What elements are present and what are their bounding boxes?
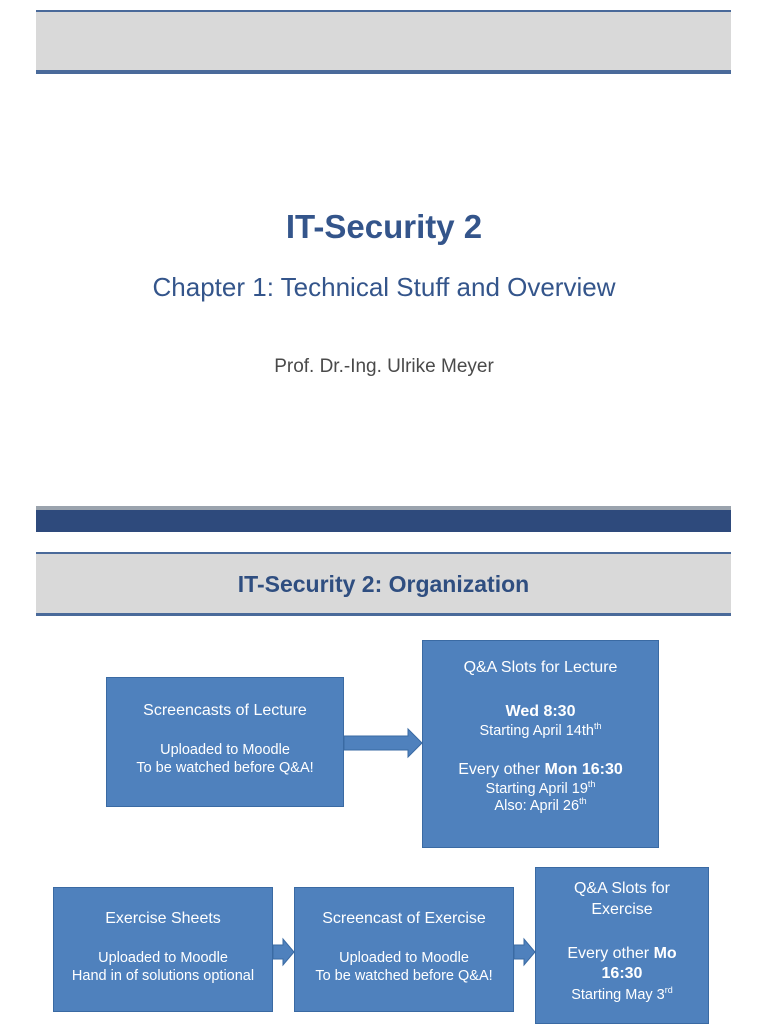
screencasts-lecture-box <box>106 677 344 807</box>
qa-lecture-slot2-start: Starting April 19th <box>485 779 596 797</box>
screencast-exercise-line2: To be watched before Q&A! <box>315 968 493 984</box>
qa-exercise-title-2: Exercise <box>591 901 653 918</box>
slide2-title: IT-Security 2: Organization <box>237 571 530 597</box>
qa-lecture-slot1-time: Wed 8:30 <box>505 703 576 720</box>
arrow-right-icon <box>514 937 536 967</box>
exercise-sheets-box <box>53 887 273 1012</box>
slide-title: IT-Security 2 <box>285 208 483 245</box>
qa-exercise-title-1: Q&A Slots for <box>573 880 671 897</box>
slide-subtitle: Chapter 1: Technical Stuff and Overview <box>152 272 616 302</box>
qa-lecture-slot2: Every other Mon 16:30 <box>458 761 623 778</box>
qa-lecture-slot2-also: Also: April 26th <box>494 796 587 814</box>
exercise-sheets-line1: Uploaded to Moodle <box>98 950 228 966</box>
screencast-exercise-box <box>294 887 514 1012</box>
screencast-exercise-title: Screencast of Exercise <box>322 910 486 927</box>
slide2-header-rule <box>36 613 731 616</box>
qa-exercise-slot-time: 16:30 <box>601 965 643 982</box>
author-name: Prof. Dr.-Ing. Ulrike Meyer <box>274 356 494 377</box>
screencast-exercise-line1: Uploaded to Moodle <box>339 950 469 966</box>
screencasts-lecture-line2: To be watched before Q&A! <box>136 760 314 776</box>
qa-lecture-slot1-start: Starting April $14th^{th}$ <box>479 721 602 739</box>
qa-lecture-title: Q&A Slots for Lecture <box>463 659 618 676</box>
screencasts-lecture-title: Screencasts of Lecture <box>143 702 307 719</box>
footer-bar <box>36 510 731 532</box>
header-rule <box>36 70 731 74</box>
arrow-right-icon <box>344 727 424 759</box>
arrow-right-icon <box>273 937 295 967</box>
header-band <box>36 12 731 70</box>
exercise-sheets-line2: Hand in of solutions optional <box>71 968 255 984</box>
screencasts-lecture-line1: Uploaded to Moodle <box>160 742 290 758</box>
qa-exercise-slot: Every other Mo <box>567 945 677 962</box>
qa-lecture-box <box>422 640 659 848</box>
qa-exercise-slot-start: Starting May 3rd <box>571 985 673 1003</box>
qa-exercise-box <box>535 867 709 1024</box>
exercise-sheets-title: Exercise Sheets <box>105 910 221 927</box>
